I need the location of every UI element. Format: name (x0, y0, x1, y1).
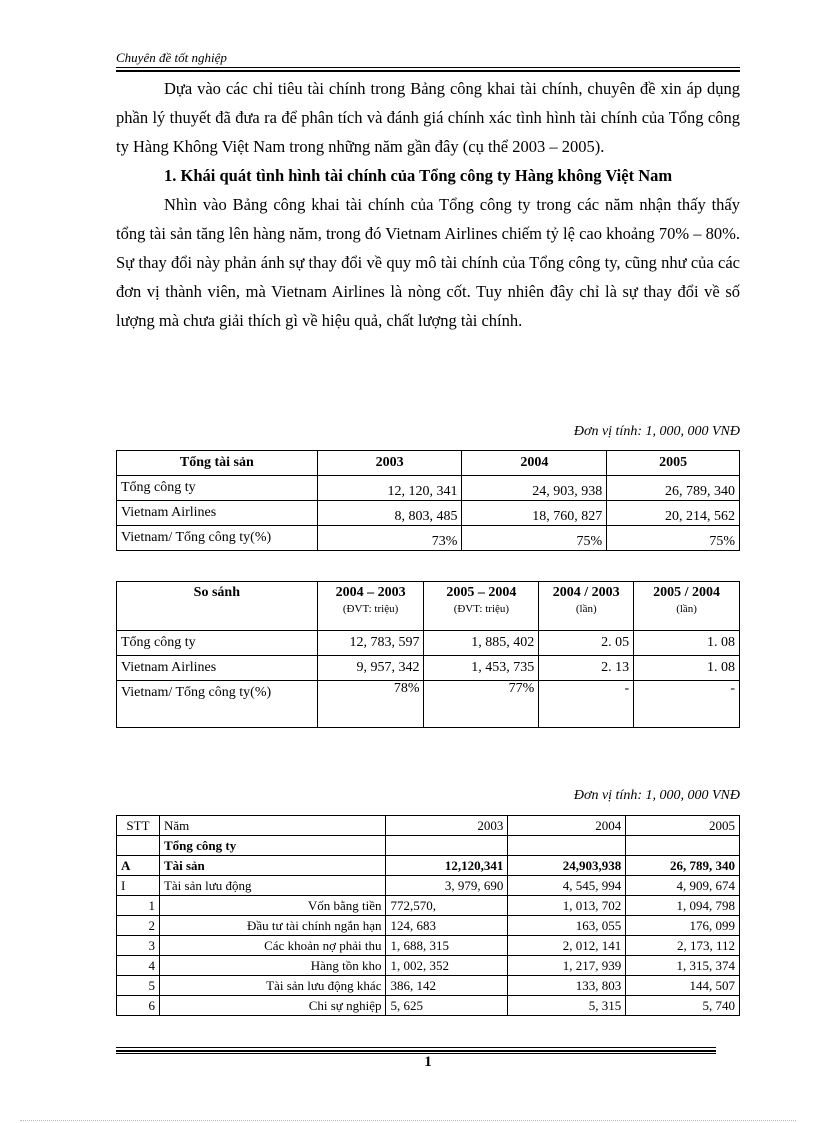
table-cell: 9, 957, 342 (317, 656, 424, 681)
column-header: 2003 (386, 816, 508, 836)
column-header-unit: (lần) (575, 603, 597, 615)
table-cell: 1, 217, 939 (508, 956, 626, 976)
table-cell (626, 836, 740, 856)
table-cell: 5, 740 (626, 996, 740, 1016)
table-cell (386, 836, 508, 856)
table-cell: - (539, 681, 634, 728)
table-row (117, 916, 740, 936)
table-cell: 24, 903, 938 (462, 476, 607, 501)
paragraph-overview: Nhìn vào Bảng công khai tài chính của Tổng công ty trong các năm nhận thấy thấy tổng tài sản tăng lên hàng năm, trong đó Vietnam Airlines chiếm tỷ lệ cao khoảng 70% – 80%. Sự thay đổi này phản ánh sự thay đổi về quy mô tài chính của Tổng công ty, cũng như của các đơn vị thành viên, mà Vietnam Airlines là nòng cốt. Tuy nhiên đây chỉ là sự thay đổi về số lượng mà chưa giải thích gì về hiệu quả, chất lượng tài chính. (116, 195, 740, 330)
row-label: Vietnam Airlines (117, 501, 318, 526)
table-cell: 26, 789, 340 (626, 856, 740, 876)
table-cell: 24,903,938 (508, 856, 626, 876)
table-cell: 1 (117, 896, 160, 916)
column-header (317, 582, 424, 631)
table-cell: A (117, 856, 160, 876)
table-cell: 163, 055 (508, 916, 626, 936)
table-cell: 1. 08 (634, 656, 740, 681)
table-cell (508, 836, 626, 856)
column-header-unit: (lần) (676, 603, 697, 615)
column-header: 2004 (462, 451, 607, 476)
table-row (117, 526, 740, 551)
table-row (117, 501, 740, 526)
table-row (117, 936, 740, 956)
table-cell: 176, 099 (626, 916, 740, 936)
table-cell: 5, 315 (508, 996, 626, 1016)
header-rule (116, 67, 740, 68)
table-cell: 2 (117, 916, 160, 936)
table-cell: 6 (117, 996, 160, 1016)
table-cell: 1, 002, 352 (386, 956, 508, 976)
table-row (117, 656, 740, 681)
table-row (117, 476, 740, 501)
table-cell: 2, 173, 112 (626, 936, 740, 956)
table-cell: 772,570, (386, 896, 508, 916)
column-header: 2003 (317, 451, 462, 476)
table-cell: 12, 783, 597 (317, 631, 424, 656)
comparison-table (116, 581, 740, 728)
table-header-row (117, 582, 740, 631)
table-cell: 1, 013, 702 (508, 896, 626, 916)
table-cell: 386, 142 (386, 976, 508, 996)
table-cell: 12,120,341 (386, 856, 508, 876)
table-cell: 1, 094, 798 (626, 896, 740, 916)
table-cell: 2. 05 (539, 631, 634, 656)
body-text (116, 74, 740, 335)
total-assets-table (116, 450, 740, 551)
table-cell: 5 (117, 976, 160, 996)
table-cell: 133, 803 (508, 976, 626, 996)
table-cell: 2. 13 (539, 656, 634, 681)
table-cell: 144, 507 (626, 976, 740, 996)
table-cell: 3 (117, 936, 160, 956)
table-cell: 1, 688, 315 (386, 936, 508, 956)
table-header-row (117, 451, 740, 476)
unit-label: Đơn vị tính: 1, 000, 000 VNĐ (573, 788, 740, 803)
column-header-unit: (ĐVT: triệu) (342, 603, 399, 615)
row-label: Tài sản lưu động khác (159, 976, 386, 996)
table-row (117, 896, 740, 916)
column-header-unit: (ĐVT: triệu) (453, 603, 510, 615)
page-number: 1 (424, 1054, 432, 1070)
page-edge-divider (20, 1120, 796, 1121)
table-cell: 26, 789, 340 (607, 476, 740, 501)
row-label: Đầu tư tài chính ngắn hạn (159, 916, 386, 936)
row-label: Tổng công ty (117, 631, 318, 656)
table-cell: 4, 909, 674 (626, 876, 740, 896)
table-cell: 1, 453, 735 (424, 656, 539, 681)
column-header: Tổng tài sản (117, 451, 318, 476)
table-cell: 73% (317, 526, 462, 551)
table-row (117, 836, 740, 856)
table-cell: 75% (462, 526, 607, 551)
table-cell: 77% (424, 681, 539, 728)
table-cell: - (634, 681, 740, 728)
table-row (117, 856, 740, 876)
row-label: Vietnam/ Tổng công ty(%) (117, 681, 318, 728)
table-cell: 4 (117, 956, 160, 976)
table-cell: 12, 120, 341 (317, 476, 462, 501)
column-header-label: 2005 – 2004 (446, 585, 517, 600)
paragraph-intro: Dựa vào các chỉ tiêu tài chính trong Bảng công khai tài chính, chuyên đề xin áp dụng phần lý thuyết đã đưa ra để phân tích và đánh giá chính xác tình hình tài chính của Tổng công ty Hàng Không Việt Nam trong những năm gần đây (cụ thể 2003 – 2005). (116, 79, 740, 156)
column-header (424, 582, 539, 631)
table-row (117, 631, 740, 656)
table-cell: 1, 315, 374 (626, 956, 740, 976)
table-row (117, 996, 740, 1016)
column-header: 2005 (607, 451, 740, 476)
balance-sheet-table (116, 815, 740, 1016)
row-label: Chi sự nghiệp (159, 996, 386, 1016)
row-label: Tài sản lưu động (159, 876, 386, 896)
table-cell: 78% (317, 681, 424, 728)
row-label: Vietnam/ Tổng công ty(%) (117, 526, 318, 551)
table-cell: 75% (607, 526, 740, 551)
table-cell: 1. 08 (634, 631, 740, 656)
row-label: Tổng công ty (159, 836, 386, 856)
section-heading: 1. Khái quát tình hình tài chính của Tổng công ty Hàng không Việt Nam (164, 166, 673, 185)
row-label: Hàng tồn kho (159, 956, 386, 976)
column-header (539, 582, 634, 631)
table-cell: 124, 683 (386, 916, 508, 936)
row-label: Tổng công ty (117, 476, 318, 501)
table-cell: 5, 625 (386, 996, 508, 1016)
column-header (634, 582, 740, 631)
column-header: 2004 (508, 816, 626, 836)
header-rule-thick (116, 70, 740, 72)
column-header-label: 2005 / 2004 (653, 585, 721, 600)
column-header-label: 2004 – 2003 (335, 585, 406, 600)
column-header: 2005 (626, 816, 740, 836)
table-cell: 8, 803, 485 (317, 501, 462, 526)
table-cell: 18, 760, 827 (462, 501, 607, 526)
table-cell: 1, 885, 402 (424, 631, 539, 656)
table-cell: 20, 214, 562 (607, 501, 740, 526)
column-header-label: 2004 / 2003 (552, 585, 620, 600)
table-cell: 4, 545, 994 (508, 876, 626, 896)
column-header-label: So sánh (193, 585, 240, 600)
row-label: Tài sản (159, 856, 386, 876)
table-cell: 3, 979, 690 (386, 876, 508, 896)
row-label: Các khoản nợ phải thu (159, 936, 386, 956)
page-header: Chuyên đề tốt nghiệp (116, 50, 227, 65)
unit-label: Đơn vị tính: 1, 000, 000 VNĐ (573, 424, 740, 439)
table-cell: I (117, 876, 160, 896)
table-row (117, 681, 740, 728)
column-header: Năm (159, 816, 386, 836)
row-label: Vietnam Airlines (117, 656, 318, 681)
column-header (117, 582, 318, 631)
column-header: STT (117, 816, 160, 836)
footer-rule-thick (116, 1050, 716, 1052)
row-label: Vốn bằng tiền (159, 896, 386, 916)
table-row (117, 956, 740, 976)
table-header-row (117, 816, 740, 836)
table-row (117, 876, 740, 896)
table-cell: 2, 012, 141 (508, 936, 626, 956)
footer-rule (116, 1047, 716, 1048)
table-row (117, 976, 740, 996)
table-cell (117, 836, 160, 856)
